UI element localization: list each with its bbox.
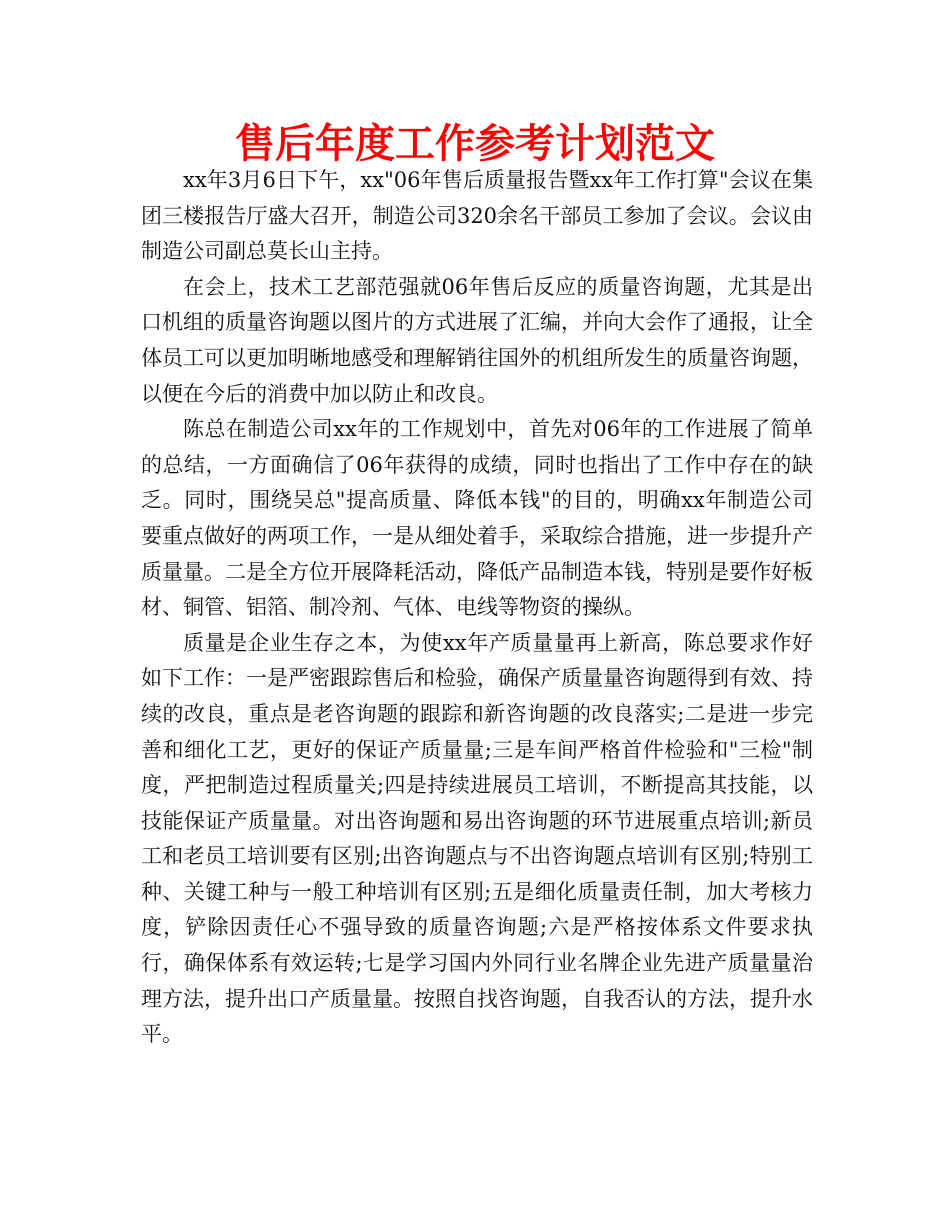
paragraph-meeting-intro: xx年3月6日下午，xx"06年售后质量报告暨xx年工作打算"会议在集团三楼报告厅盛大召开，制造公司320余名干部员工参加了会议。会议由制造公司副总莫长山主持。 [141,168,813,264]
paragraph-quality-report: 在会上，技术工艺部范强就06年售后反应的质量咨询题，尤其是出口机组的质量咨询题以图片的方式进展了汇编，并向大会作了通报，让全体员工可以更加明晰地感受和理解销往国外的机组所发生的质量咨询题，以便在今后的消费中加以防止和改良。 [141,274,813,406]
paragraph-quality-requirements: 质量是企业生存之本，为使xx年产质量量再上新高，陈总要求作好如下工作：一是严密跟踪售后和检验，确保产质量量咨询题得到有效、持续的改良，重点是老咨询题的跟踪和新咨询题的改良落实;二是进一步完善和细化工艺，更好的保证产质量量;三是车间严格首件检验和"三检"制度，严把制造过程质量关;四是持续进展员工培训，不断提高其技能，以技能保证产质量量。对出咨询题和易出咨询题的环节进展重点培训;新员工和老员工培训要有区别;出咨询题点与不出咨询题点培训有区别;特别工种、关键工种与一般工种培训有区别;五是细化质量责任制，加大考核力度，铲除因责任心不强导致的质量咨询题;六是严格按体系文件要求执行，确保体系有效运转;七是学习国内外同行业名牌企业先进产质量量治理方法，提升出口产质量量。按照自找咨询题，自我否认的方法，提升水平。 [141,630,813,1047]
paragraph-work-plan: 陈总在制造公司xx年的工作规划中，首先对06年的工作进展了简单的总结，一方面确信了06年获得的成绩，同时也指出了工作中存在的缺乏。同时，围绕吴总"提高质量、降低本钱"的目的，明确xx年制造公司要重点做好的两项工作，一是从细处着手，采取综合措施，进一步提升产质量量。二是全方位开展降耗活动，降低产品制造本钱，特别是要作好板材、铜管、铝箔、制冷剂、气体、电线等物资的操纵。 [141,417,813,620]
document-body [141,163,813,1053]
document-title: 售后年度工作参考计划范文 [235,121,715,167]
